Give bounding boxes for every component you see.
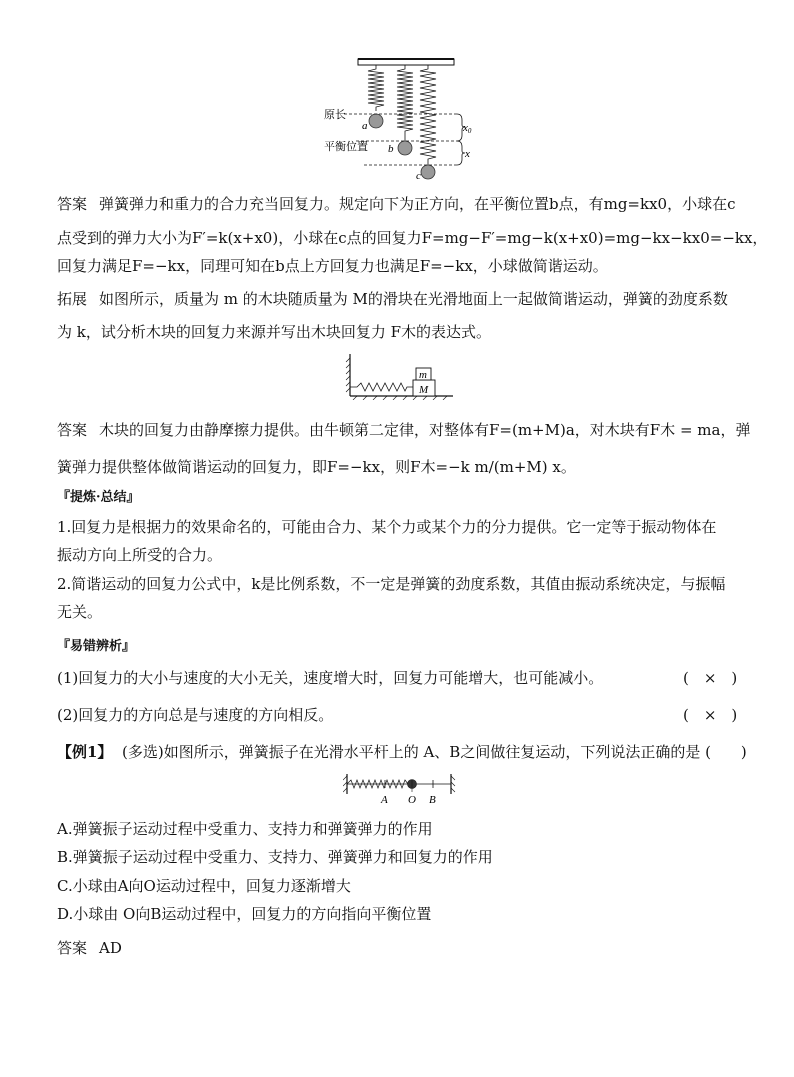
answer-1-line-2: 点受到的弹力大小为F′=k(x+x0)，小球在c点的回复力F=mg−F′=mg−k(x+x0)=mg−kx−kx0=−kx，	[57, 229, 768, 247]
error-item-1: (1)回复力的大小与速度的大小无关，速度增大时，回复力可能增大，也可能减小。	[57, 669, 604, 687]
example-label: 【例1】	[57, 743, 113, 761]
label-b: b	[388, 143, 394, 155]
error-item-2: (2)回复力的方向总是与速度的方向相反。	[57, 706, 334, 724]
label-natural-length: 原长	[324, 109, 346, 121]
example-1-stem: 【例1】 (多选)如图所示，弹簧振子在光滑水平杆上的 A、B之间做往复运动，下列说法正确的是 ( )	[57, 743, 747, 761]
label-a: a	[362, 120, 368, 132]
summary-p2-line-2: 无关。	[57, 603, 103, 621]
label-x: x	[465, 148, 470, 160]
summary-p1-line-2: 振动方向上所受的合力。	[57, 546, 223, 564]
example-1-answer	[57, 937, 122, 959]
label-A: A	[381, 794, 388, 806]
summary-p2-line-1: 2.简谐运动的回复力公式中，k是比例系数，不一定是弹簧的劲度系数，其值由振动系统决定，与振幅	[57, 575, 726, 593]
answer-2-line-1: 答案 木块的回复力由静摩擦力提供。由牛顿第二定律，对整体有F=(m+M)a，对木块有F木 = ma，弹	[57, 421, 751, 439]
error-item-1-mark: ( × )	[683, 669, 738, 687]
label-c: c	[416, 170, 421, 182]
option-b: B.弹簧振子运动过程中受重力、支持力、弹簧弹力和回复力的作用	[57, 848, 493, 866]
figure-spring-blocks	[345, 354, 455, 400]
figure-horizontal-oscillator	[343, 772, 458, 812]
figure-vertical-springs	[300, 55, 475, 185]
extension-label: 拓展	[57, 290, 88, 308]
answer-2-line-2: 簧弹力提供整体做简谐运动的回复力，即F=−kx，则F木=−k m/(m+M) x。	[57, 458, 576, 476]
error-item-2-mark: ( × )	[683, 706, 738, 724]
errors-title: 『易错辨析』	[57, 639, 136, 654]
option-d: D.小球由 O向B运动过程中，回复力的方向指向平衡位置	[57, 905, 432, 923]
summary-title: 『提炼·总结』	[57, 490, 140, 505]
option-c: C.小球由A向O运动过程中，回复力逐渐增大	[57, 877, 351, 895]
answer-value: AD	[99, 939, 122, 957]
label-O: O	[408, 794, 416, 806]
answer-label: 答案	[57, 195, 88, 213]
label-x0: x0	[463, 122, 472, 135]
summary-p1-line-1: 1.回复力是根据力的效果命名的，可能由合力、某个力或某个力的分力提供。它一定等于振动物体在	[57, 518, 717, 536]
label-B: B	[429, 794, 436, 806]
option-a: A.弹簧振子运动过程中受重力、支持力和弹簧弹力的作用	[57, 820, 433, 838]
answer-label: 答案	[57, 421, 88, 439]
answer-label: 答案	[57, 939, 88, 957]
label-M: M	[419, 384, 429, 396]
extension-line-2: 为 k，试分析木块的回复力来源并写出木块回复力 F木的表达式。	[57, 323, 492, 341]
extension-line-1: 拓展 如图所示，质量为 m 的木块随质量为 M的滑块在光滑地面上一起做简谐运动，弹簧的劲度系数	[57, 290, 728, 308]
answer-1-line-1: 答案 弹簧弹力和重力的合力充当回复力。规定向下为正方向，在平衡位置b点，有mg=kx0，小球在c	[57, 195, 736, 213]
answer-1-line-3: 回复力满足F=−kx，同理可知在b点上方回复力也满足F=−kx，小球做简谐运动。	[57, 257, 608, 275]
label-equilibrium: 平衡位置	[324, 141, 368, 153]
label-m: m	[419, 369, 427, 381]
